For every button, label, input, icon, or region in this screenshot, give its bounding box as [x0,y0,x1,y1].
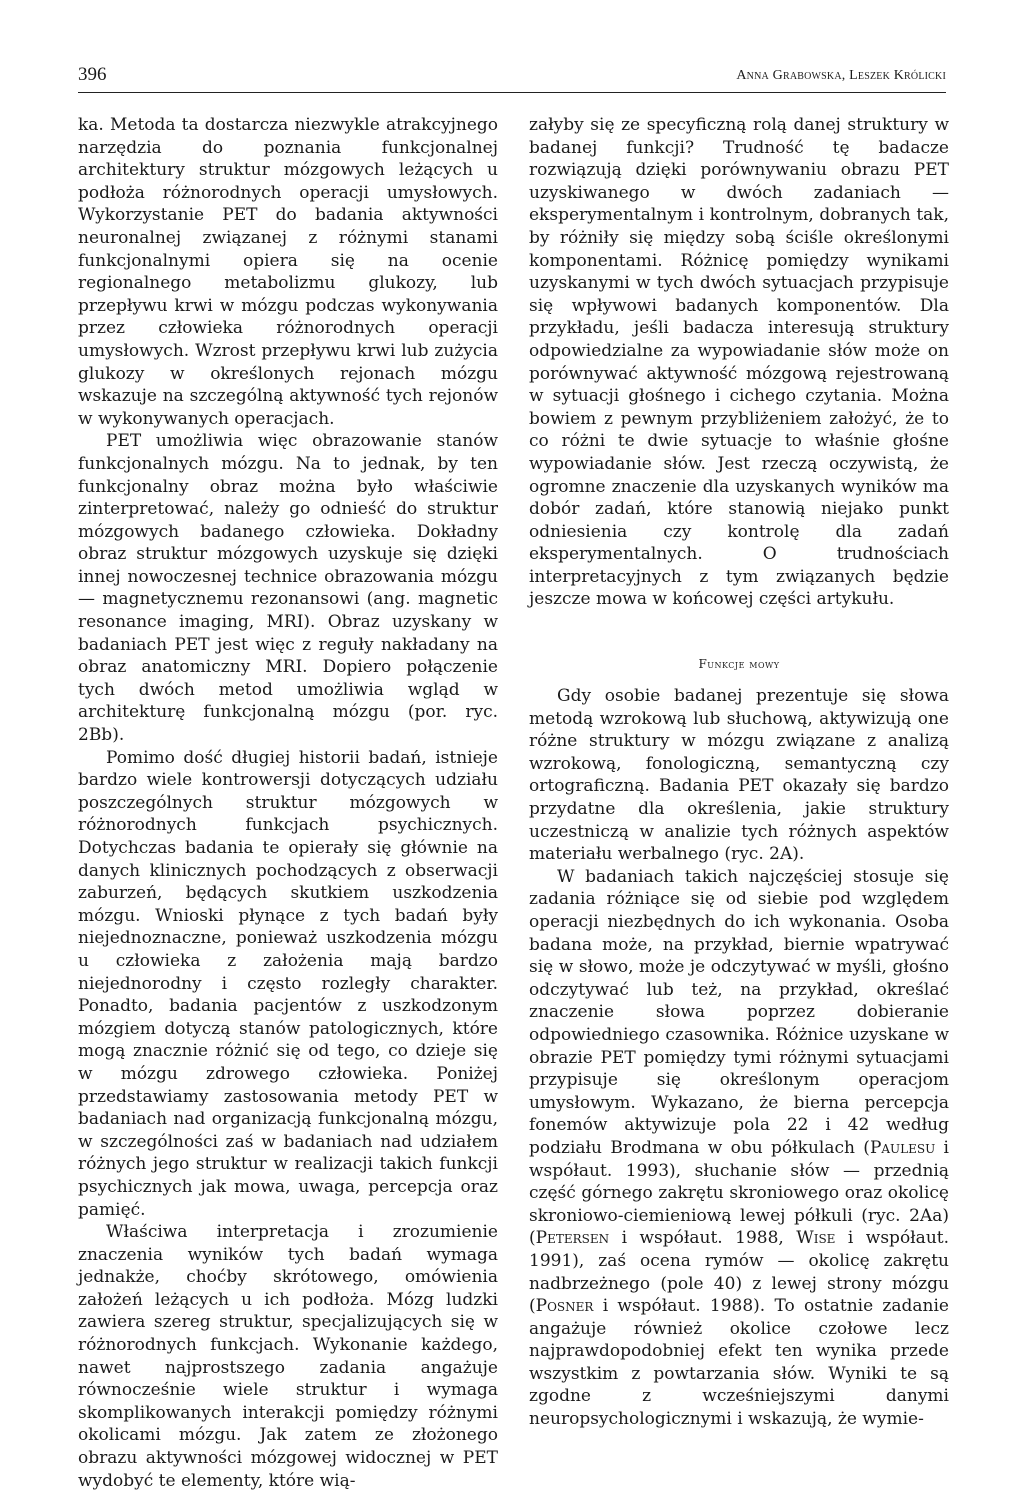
text-run: i współaut. 1988). To ostatnie zadanie angażuje również okolice czołowe lecz najprawdopodobniej efekt ten wynika przede wszystkim z powtarzania słów. Wyniki te są zgodne z wcześniejszymi danymi neuropsychologicznymi i wskazują, że wymie- [529,1296,949,1430]
citation-author: Posner [535,1296,594,1317]
right-column [529,114,949,1431]
paragraph: PET umożliwia więc obrazowanie stanów funkcjonalnych mózgu. Na to jednak, by ten funkcjonalny obraz można było właściwie zinterpretować, należy go odnieść do struktur mózgowych badanego człowieka. Dokładny obraz struktur mózgowych uzyskuje się dzięki innej nowoczesnej technice obrazowania mózgu — magnetycznemu rezonansowi (ang. magnetic resonance imaging, MRI). Obraz uzyskany w badaniach PET jest więc z reguły nakładany na obraz anatomiczny MRI. Dopiero połączenie tych dwóch metod umożliwia wgląd w architekturę funkcjonalną mózgu (por. ryc. 2Bb). [78,431,498,746]
paragraph: ka. Metoda ta dostarcza niezwykle atrakcyjnego narzędzia do poznania funkcjonalnej architektury struktur mózgowych leżących u podłoża różnorodnych operacji umysłowych. Wykorzystanie PET do badania aktywności neuronalnej związanej z różnymi stanami funkcjonalnymi opiera się na ocenie regionalnego metabolizmu glukozy, lub przepływu krwi w mózgu podczas wykonywania przez człowieka różnorodnych operacji umysłowych. Wzrost przepływu krwi lub zużycia glukozy w określonych rejonach mózgu wskazuje na szczególną aktywność tych rejonów w wykonywanych operacjach. [78,115,498,429]
left-column [78,114,498,1492]
citation-author: Petersen [535,1228,610,1249]
paragraph: załyby się ze specyficzną rolą danej struktury w badanej funkcji? Trudność tę badacze rozwiązują dzięki porównywaniu obrazu PET uzyskiwanego w dwóch zadaniach — eksperymentalnym i kontrolnym, dobranych tak, by różniły się między sobą ściśle określonymi komponentami. Różnicę pomiędzy wynikami uzyskanymi w tych dwóch sytuacjach przypisuje się wpływowi badanych komponentów. Dla przykładu, jeśli badacza interesują struktury odpowiedzialne za wypowiadanie słów może on porównywać aktywność mózgową rejestrowaną w sytuacji głośnego i cichego czytania. Można bowiem z pewnym przybliżeniem założyć, że to co różni te dwie sytuacje to właśnie głośne wypowiadanie słów. Jest rzeczą oczywistą, że ogromne znaczenie dla uzyskanych wyników ma dobór zadań, które stanowią niejako punkt odniesienia czy kontrolę dla zadań eksperymentalnych. O trudnościach interpretacyjnych z tym związanych będzie jeszcze mowa w końcowej części artykułu. [529,115,949,610]
paragraph: Gdy osobie badanej prezentuje się słowa metodą wzrokową lub słuchową, aktywizują one różne struktury w mózgu związane z analizą wzrokową, fonologiczną, semantyczną czy ortograficzną. Badania PET okazały się bardzo przydatne dla określenia, jakie struktury uczestniczą w analizie tych różnych aspektów materiału werbalnego (ryc. 2A). [529,686,949,865]
text-run: i współaut. 1993), słuchanie słów — przednią część górnego zakrętu skroniowego oraz okolicę skroniowo-ciemieniową lewej półkuli (ryc. 2Aa) ( [529,1137,949,1249]
text-run: W badaniach takich najczęściej stosuje się zadania różniące się od siebie pod względem operacji niezbędnych do ich wykonania. Osoba badana może, na przykład, biernie wpatrywać się w słowo, może je odczytywać w myśli, głośno odczytywać lub też, na przykład, określać znaczenie słowa poprzez dobieranie odpowiedniego czasownika. Różnice uzyskane w obrazie PET pomiędzy tymi różnymi sytuacjami przypisuje się określonym operacjom umysłowym. Wykazano, że bierna percepcja fonemów aktywizuje pola 22 i 42 według podziału Brodmana w obu półkulach ( [529,866,949,1158]
page-header [78,58,946,93]
text-run: i współaut. 1988, [609,1228,797,1249]
running-head-authors: Anna Grabowska, Leszek Królicki [736,68,946,83]
citation-author: Paulesu [869,1137,936,1158]
paragraph: Pomimo dość długiej historii badań, istnieje bardzo wiele kontrowersji dotyczących udziału poszczególnych struktur mózgowych w różnorodnych funkcjach psychicznych. Dotychczas badania te opierały się głównie na danych klinicznych pochodzących z obserwacji zaburzeń, będących skutkiem uszkodzenia mózgu. Wnioski płynące z tych badań były niejednoznaczne, ponieważ uszkodzenia mózgu u człowieka z założenia mają bardzo niejednorodny i często rozległy charakter. Ponadto, badania pacjentów z uszkodzonym mózgiem dotyczą stanów patologicznych, które mogą znacznie różnić się od tego, co dzieje się w mózgu zdrowego człowieka. Poniżej przedstawiamy zastosowania metody PET w badaniach nad organizacją funkcjonalną mózgu, w szczególności zaś w badaniach nad udziałem różnych jego struktur w realizacji takich funkcji psychicznych jak mowa, uwaga, percepcja oraz pamięć. [78,747,498,1220]
page-number: 396 [78,64,107,85]
text-run: i współaut. 1991), zaś ocena rymów — okolicę zakrętu nadbrzeżnego (pole 40) z lewej strony mózgu ( [529,1228,950,1317]
paragraph [529,866,949,1431]
section-heading: Funkcje mowy [698,657,780,672]
paragraph: Właściwa interpretacja i zrozumienie znaczenia wyników tych badań wymaga jednakże, choćby skrótowego, omówienia założeń leżących u ich podłoża. Mózg ludzki zawiera szereg struktur, specjalizujących się w różnorodnych funkcjach. Wykonanie każdego, nawet najprostszego zadania angażuje równocześnie wiele struktur i wymaga skomplikowanych interakcji pomiędzy różnymi okolicami mózgu. Jak zatem ze złożonego obrazu aktywności mózgowej widocznej w PET wydobyć te elementy, które wią- [78,1222,498,1491]
citation-author: Wise [796,1228,836,1249]
